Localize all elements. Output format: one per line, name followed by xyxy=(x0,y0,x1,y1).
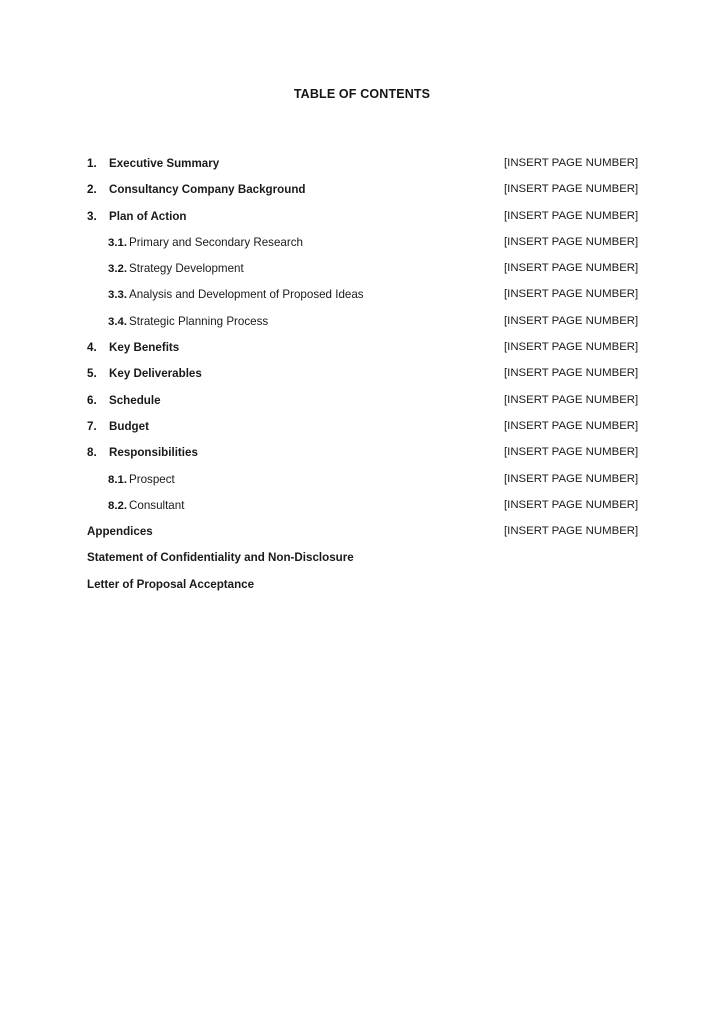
toc-entry-number: 3. xyxy=(87,209,97,223)
toc-entry-page-number: [INSERT PAGE NUMBER] xyxy=(504,341,639,354)
toc-entry-link[interactable] xyxy=(108,281,364,308)
toc-entry-link[interactable] xyxy=(87,518,153,545)
toc-row xyxy=(0,387,724,413)
toc-entry-page-number: [INSERT PAGE NUMBER] xyxy=(504,288,639,301)
toc-entry-link[interactable] xyxy=(87,387,161,414)
toc-entry-page-number: [INSERT PAGE NUMBER] xyxy=(504,472,639,485)
toc-entry-link[interactable] xyxy=(87,176,305,203)
toc-entry-link[interactable] xyxy=(108,466,175,493)
toc-entry-label: Responsibilities xyxy=(109,446,198,460)
toc-entry-page-number: [INSERT PAGE NUMBER] xyxy=(504,314,639,327)
toc-entry-number: 1. xyxy=(87,157,97,170)
toc-row xyxy=(0,334,724,360)
toc-entry-page-number: [INSERT PAGE NUMBER] xyxy=(504,262,639,275)
toc-row xyxy=(0,492,724,518)
toc-entry-page-number: [INSERT PAGE NUMBER] xyxy=(504,498,639,511)
toc-entry-link[interactable] xyxy=(87,150,219,177)
toc-entry-page-number: [INSERT PAGE NUMBER] xyxy=(504,446,639,459)
toc-entry-label: Key Deliverables xyxy=(109,367,202,381)
toc-row xyxy=(0,229,724,255)
table-of-contents-list xyxy=(0,150,724,597)
toc-entry-label: Schedule xyxy=(109,393,161,407)
toc-entry-number: 3.1. xyxy=(108,236,127,249)
toc-entry-number: 2. xyxy=(87,183,97,197)
toc-entry-number: 3.2. xyxy=(108,263,127,276)
toc-row xyxy=(0,281,724,307)
toc-entry-link[interactable] xyxy=(87,413,149,440)
page-title: TABLE OF CONTENTS xyxy=(293,87,431,101)
toc-entry-number: 3.3. xyxy=(108,289,127,302)
toc-entry-label: Consultant xyxy=(129,498,185,512)
toc-entry-number: 8.2. xyxy=(108,499,127,512)
toc-entry-number: 3.4. xyxy=(108,315,127,328)
toc-entry-link[interactable] xyxy=(87,544,354,571)
toc-row xyxy=(0,360,724,386)
toc-entry-label: Strategic Planning Process xyxy=(129,314,269,328)
toc-entry-link[interactable] xyxy=(87,439,198,466)
toc-row xyxy=(0,150,724,176)
toc-entry-link[interactable] xyxy=(87,334,179,361)
toc-entry-label: Statement of Confidentiality and Non-Disclosure xyxy=(87,551,354,565)
toc-entry-label: Primary and Secondary Research xyxy=(129,235,303,249)
toc-row xyxy=(0,571,724,597)
toc-row xyxy=(0,308,724,334)
toc-entry-label: Analysis and Development of Proposed Ideas xyxy=(129,288,364,302)
toc-entry-page-number: [INSERT PAGE NUMBER] xyxy=(504,393,639,406)
toc-row xyxy=(0,255,724,281)
toc-entry-link[interactable] xyxy=(108,308,268,335)
toc-row xyxy=(0,544,724,570)
toc-entry-page-number: [INSERT PAGE NUMBER] xyxy=(504,183,639,196)
toc-entry-link[interactable] xyxy=(108,492,184,519)
toc-row xyxy=(0,518,724,544)
toc-row xyxy=(0,466,724,492)
toc-entry-label: Letter of Proposal Acceptance xyxy=(87,577,255,591)
toc-entry-page-number: [INSERT PAGE NUMBER] xyxy=(504,235,639,248)
toc-entry-page-number: [INSERT PAGE NUMBER] xyxy=(504,419,639,432)
toc-entry-label: Plan of Action xyxy=(109,209,187,223)
toc-entry-page-number: [INSERT PAGE NUMBER] xyxy=(504,525,639,538)
toc-entry-label: Key Benefits xyxy=(109,341,180,355)
toc-entry-label: Prospect xyxy=(129,472,175,486)
toc-entry-link[interactable] xyxy=(87,203,187,230)
toc-entry-label: Appendices xyxy=(87,525,153,539)
toc-entry-link[interactable] xyxy=(108,255,244,282)
toc-entry-label: Budget xyxy=(109,419,149,433)
toc-entry-page-number: [INSERT PAGE NUMBER] xyxy=(504,157,639,169)
toc-entry-number: 8.1. xyxy=(108,473,127,486)
toc-row xyxy=(0,413,724,439)
toc-entry-label: Strategy Development xyxy=(129,262,244,276)
toc-entry-page-number: [INSERT PAGE NUMBER] xyxy=(504,367,639,380)
toc-entry-number: 8. xyxy=(87,446,97,460)
toc-entry-number: 4. xyxy=(87,341,97,355)
toc-entry-label: Consultancy Company Background xyxy=(109,183,306,197)
toc-entry-page-number: [INSERT PAGE NUMBER] xyxy=(504,209,639,222)
toc-entry-link[interactable] xyxy=(108,229,303,256)
toc-entry-label: Executive Summary xyxy=(109,157,220,170)
toc-entry-link[interactable] xyxy=(87,360,202,387)
toc-entry-number: 6. xyxy=(87,393,97,407)
toc-row xyxy=(0,439,724,465)
toc-entry-number: 5. xyxy=(87,367,97,381)
toc-row xyxy=(0,176,724,202)
toc-entry-link[interactable] xyxy=(87,571,254,598)
toc-entry-number: 7. xyxy=(87,419,97,433)
toc-row xyxy=(0,203,724,229)
